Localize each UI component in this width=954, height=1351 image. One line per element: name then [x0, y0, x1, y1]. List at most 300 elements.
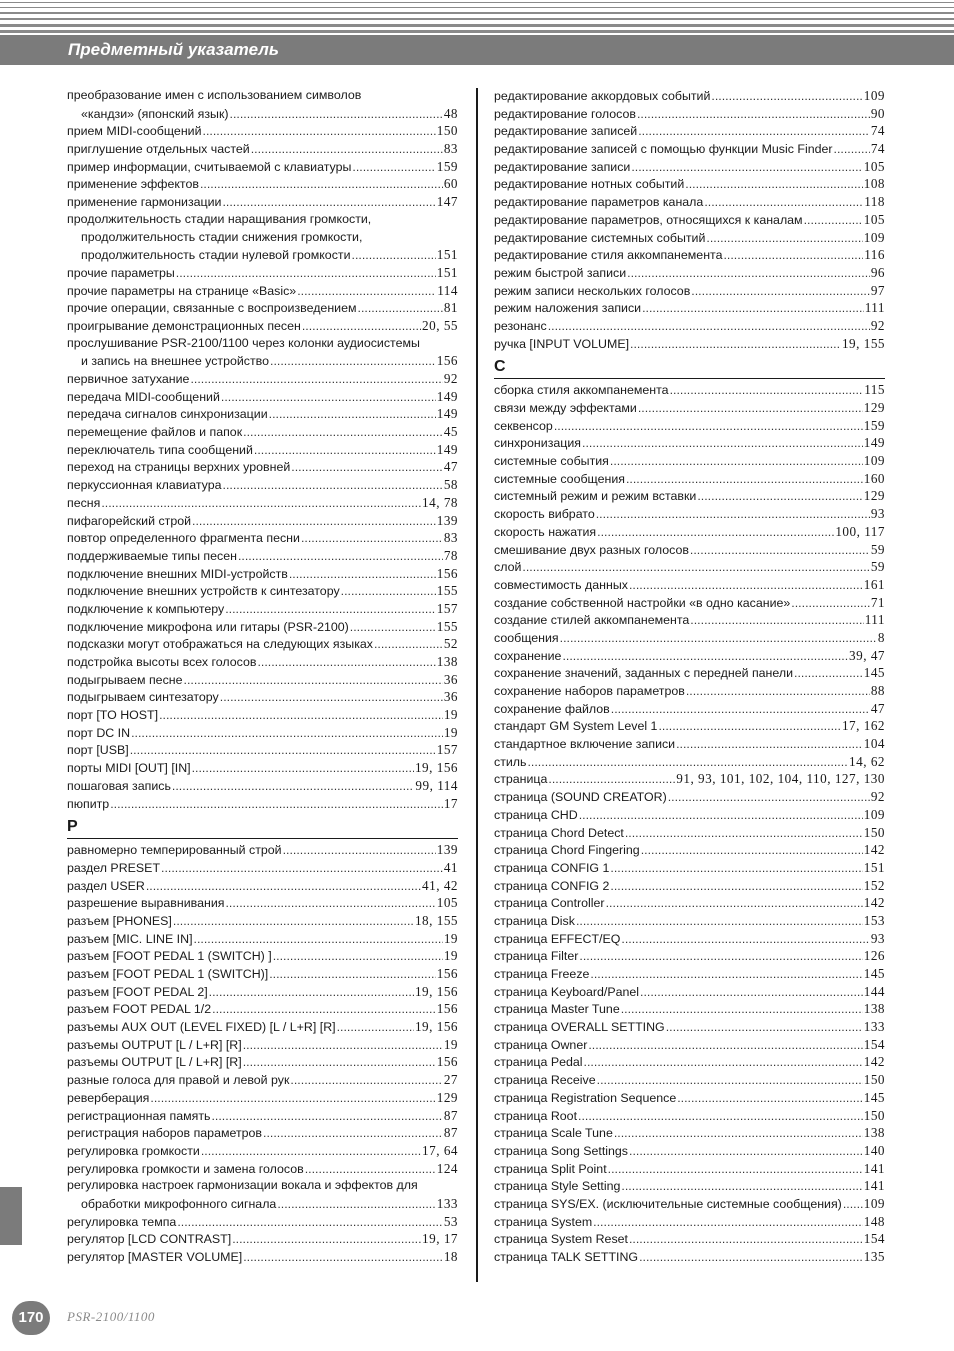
dot-leader: [590, 966, 862, 984]
dot-leader: [254, 442, 436, 460]
index-term: переключатель типа сообщений: [67, 442, 253, 457]
index-entry: [67, 912, 458, 930]
index-entry: [67, 1071, 458, 1089]
index-term: передача сигналов синхронизации: [67, 407, 268, 422]
index-term: регулировка темпа: [67, 1214, 177, 1229]
dot-leader: [548, 318, 870, 336]
page-reference: 45: [443, 424, 458, 440]
index-entry: [67, 582, 458, 600]
dot-leader: [706, 230, 862, 248]
page-reference: 53: [443, 1213, 458, 1229]
index-entry-line: преобразование имен с использованием символов: [67, 88, 362, 102]
page-reference: 150: [863, 1072, 885, 1088]
index-term: подсказки могут отображаться на следующих языках: [67, 637, 373, 652]
page-reference: 108: [863, 176, 885, 192]
page-reference: 17, 64: [422, 1142, 458, 1158]
index-entry: [494, 541, 885, 559]
dot-leader: [597, 1072, 863, 1090]
index-entry: [494, 611, 885, 629]
page-reference: 36: [443, 671, 458, 687]
dot-leader: [232, 1231, 421, 1249]
index-entry: [494, 122, 885, 140]
index-entry: [67, 193, 458, 211]
page-reference: 156: [436, 353, 458, 369]
index-term: обработки микрофонного сигнала: [81, 1196, 277, 1211]
dot-leader: [621, 1178, 862, 1196]
dot-leader: [593, 1214, 863, 1232]
dot-leader: [579, 807, 863, 825]
dot-leader: [629, 577, 863, 595]
page-reference: 111: [864, 300, 885, 316]
dot-leader: [238, 548, 443, 566]
index-term: приглушение отдельных частей: [67, 142, 250, 157]
page-reference: 99, 114: [415, 777, 458, 793]
index-entry: [494, 1230, 885, 1248]
index-term: страница Song Settings: [494, 1143, 628, 1158]
page-reference: 104: [863, 736, 885, 752]
index-term: подыгрываем синтезатору: [67, 690, 219, 705]
dot-leader: [690, 612, 863, 630]
page-reference: 124: [436, 1160, 458, 1176]
index-term: реверберация: [67, 1090, 150, 1105]
dot-leader: [686, 683, 870, 701]
index-entry: [67, 476, 458, 494]
page-reference: 19, 156: [414, 1019, 458, 1035]
index-term: создание стилей аккомпанемента: [494, 613, 690, 628]
index-term: пифагорейский строй: [67, 513, 192, 528]
index-term: страница Owner: [494, 1037, 588, 1052]
index-term: повтор определенного фрагмента песни: [67, 531, 300, 546]
index-term: страница OVERALL SETTING: [494, 1020, 665, 1035]
index-term: страница Registration Sequence: [494, 1090, 677, 1105]
index-term: страница EFFECT/EQ: [494, 931, 621, 946]
page-reference: 47: [870, 700, 885, 716]
dot-leader: [172, 778, 415, 796]
index-term: прочие параметры: [67, 265, 175, 280]
index-term: подключение микрофона или гитары (PSR-2100): [67, 619, 349, 634]
index-entry: [67, 1142, 458, 1160]
index-entry: [494, 682, 885, 700]
index-term: разъем [FOOT PEDAL 2]: [67, 984, 208, 999]
page-reference: 147: [436, 194, 458, 210]
header-stripe: [0, 2, 954, 3]
index-term: сохранение наборов параметров: [494, 684, 685, 698]
page-reference: 149: [436, 441, 458, 457]
dot-leader: [203, 123, 436, 141]
index-entry: [67, 600, 458, 618]
dot-leader: [225, 601, 436, 619]
dot-leader: [611, 701, 870, 719]
index-entry: [494, 1000, 885, 1018]
index-entry: [67, 877, 458, 895]
index-entry: [494, 930, 885, 948]
index-entry: [494, 282, 885, 300]
index-entry: [494, 1213, 885, 1231]
index-entry-line: регулировка настроек гармонизации вокала и эффектов для: [67, 1178, 418, 1193]
index-entry: [494, 788, 885, 806]
page-reference: 159: [436, 158, 458, 174]
index-term: регулировка громкости и замена голосов: [67, 1161, 304, 1176]
dot-leader: [220, 689, 443, 707]
page-reference: 17: [443, 795, 458, 811]
section-tab: [0, 1187, 22, 1245]
index-term: регистрационная память: [67, 1108, 211, 1123]
page-reference: 59: [870, 559, 885, 575]
index-entry: [67, 688, 458, 706]
dot-leader: [582, 435, 863, 453]
index-term: прочие параметры на странице «Basic»: [67, 283, 297, 298]
index-entry: [494, 1124, 885, 1142]
page-reference: 155: [436, 583, 458, 599]
index-entry-line: продолжительность стадии снижения громкости,: [81, 229, 363, 244]
index-entry: [67, 947, 458, 965]
index-entry: [494, 105, 885, 123]
dot-leader: [101, 495, 421, 513]
index-term: сохранение значений, заданных с передней панели: [494, 666, 794, 681]
index-term: применение гармонизации: [67, 195, 222, 210]
dot-leader: [560, 630, 877, 648]
dot-leader: [597, 524, 834, 542]
index-term: режим быстрой записи: [494, 265, 627, 280]
header-stripe: [0, 7, 954, 8]
index-term: сборка стиля аккомпанемента: [494, 383, 669, 398]
dot-leader: [711, 88, 862, 106]
page-reference: 92: [870, 317, 885, 333]
page-reference: 47: [443, 459, 458, 475]
page-reference: 19: [443, 930, 458, 946]
index-entry: [67, 983, 458, 1001]
index-term: страница Chord Fingering: [494, 843, 640, 858]
index-term: разные голоса для правой и левой рук: [67, 1073, 290, 1088]
index-term: скорость нажатия: [494, 524, 597, 539]
dot-leader: [834, 141, 870, 159]
index-term: слой: [494, 560, 522, 575]
index-term: страница Filter: [494, 949, 579, 964]
index-term: редактирование аккордовых событий: [494, 89, 711, 103]
index-term: страница Freeze: [494, 967, 590, 981]
index-entry: [67, 1018, 458, 1036]
index-term: разъемы AUX OUT (LEVEL FIXED) [L / L+R] [R]: [67, 1020, 336, 1035]
index-entry: [494, 335, 885, 353]
page-reference: 152: [863, 877, 885, 893]
index-term: редактирование системных событий: [494, 230, 706, 245]
index-term: редактирование стиля аккомпанемента: [494, 248, 723, 263]
index-entry: [494, 576, 885, 594]
dot-leader: [173, 913, 414, 931]
index-term: перкуссионная клавиатура: [67, 478, 222, 493]
index-entry: [494, 158, 885, 176]
dot-leader: [150, 1090, 435, 1108]
index-term: подключение внешних устройств к синтезатору: [67, 584, 340, 599]
header-stripe: [0, 24, 954, 27]
index-term: прием MIDI-сообщений: [67, 124, 202, 139]
dot-leader: [341, 583, 436, 601]
page-reference: 139: [436, 842, 458, 858]
index-term: страница Receive: [494, 1073, 596, 1088]
index-entry: [67, 894, 458, 912]
page-reference: 157: [436, 600, 458, 616]
page-reference: 156: [436, 1001, 458, 1017]
index-entry: [67, 352, 458, 370]
index-term: пример информации, считываемой с клавиатуры: [67, 159, 352, 174]
dot-leader: [562, 648, 848, 666]
dot-leader: [843, 1196, 863, 1214]
page-reference: 149: [436, 406, 458, 422]
index-entry: [494, 505, 885, 523]
dot-leader: [221, 389, 436, 407]
index-term: разъемы OUTPUT [L / L+R] [R]: [67, 1055, 242, 1070]
dot-leader: [666, 1019, 863, 1037]
page-reference: 129: [436, 1089, 458, 1105]
index-entry: [67, 441, 458, 459]
dot-leader: [804, 212, 863, 230]
index-term: системные сообщения: [494, 471, 625, 486]
index-entry: [67, 175, 458, 193]
dot-leader: [289, 566, 436, 584]
dot-leader: [642, 300, 864, 318]
index-entry: [494, 434, 885, 452]
index-entry: [494, 1177, 885, 1195]
dot-leader: [626, 471, 863, 489]
index-entry: [494, 629, 885, 647]
dot-leader: [184, 672, 443, 690]
index-entry: [494, 735, 885, 753]
dot-leader: [677, 1090, 863, 1108]
index-entry: [67, 1124, 458, 1142]
index-term: подыгрываем песне: [67, 672, 183, 687]
page-reference: 19: [443, 724, 458, 740]
dot-leader: [668, 789, 870, 807]
index-term: стандартное включение записи: [494, 737, 676, 752]
index-term: связи между эффектами: [494, 401, 637, 415]
page-reference: 52: [443, 636, 458, 652]
page-reference: 92: [443, 371, 458, 386]
index-entry: [67, 299, 458, 317]
page-reference: 59: [870, 541, 885, 557]
index-entry: [494, 824, 885, 842]
page-reference: 41, 42: [422, 877, 458, 893]
index-entry: [67, 1053, 458, 1071]
index-term: системный режим и режим вставки: [494, 489, 697, 504]
index-term: страница System: [494, 1214, 593, 1229]
page-reference: 150: [436, 123, 458, 139]
dot-leader: [302, 318, 421, 336]
page-reference: 74: [870, 123, 885, 139]
page-reference: 14, 78: [422, 494, 458, 510]
index-entry: [67, 264, 458, 282]
dot-leader: [297, 283, 436, 301]
page-reference: 58: [443, 477, 458, 493]
dot-leader: [697, 488, 862, 506]
dot-leader: [548, 771, 675, 789]
index-entry: [67, 565, 458, 583]
index-entry: [67, 741, 458, 759]
dot-leader: [596, 506, 870, 524]
index-term: резонанс: [494, 318, 547, 333]
page-reference: 139: [436, 512, 458, 528]
index-entry: [67, 512, 458, 530]
index-term: порт [TO HOST]: [67, 708, 159, 723]
index-entry: [494, 912, 885, 930]
dot-leader: [131, 725, 443, 743]
index-entry: [67, 122, 458, 140]
index-term: разъемы OUTPUT [L / L+R] [R]: [67, 1037, 242, 1052]
index-entry: [494, 193, 885, 211]
index-entry: [494, 965, 885, 983]
dot-leader: [243, 1249, 443, 1267]
page-reference: 156: [436, 1054, 458, 1070]
index-term: страница Root: [494, 1108, 578, 1123]
index-entry: [494, 753, 885, 771]
page-reference: 105: [863, 158, 885, 174]
index-term: системные события: [494, 454, 609, 469]
dot-leader: [337, 1019, 414, 1037]
index-term: скорость вибрато: [494, 507, 595, 522]
page-reference: 87: [443, 1107, 458, 1123]
index-term: пюпитр: [67, 796, 110, 811]
dot-leader: [358, 300, 443, 318]
index-term: создание собственной настройки «в одно касание»: [494, 595, 791, 610]
index-term: смешивание двух разных голосов: [494, 542, 689, 557]
index-entry: [67, 841, 458, 859]
page-reference: 109: [863, 88, 885, 103]
index-entry: [67, 529, 458, 547]
index-entry: [494, 1036, 885, 1054]
page-reference: 88: [870, 683, 885, 698]
index-term: регулировка громкости: [67, 1143, 200, 1158]
dot-leader: [269, 406, 436, 424]
section-letter: С: [494, 358, 506, 376]
index-entry: [67, 105, 458, 123]
index-term: страница Controller: [494, 896, 605, 911]
page-reference: 145: [863, 966, 885, 981]
index-entry: [67, 1000, 458, 1018]
dot-leader: [176, 265, 436, 283]
page-reference: 90: [870, 105, 885, 121]
index-entry: [494, 487, 885, 505]
index-term: страница SYS/EX. (исключительные системные сообщения): [494, 1196, 842, 1211]
page-reference: 109: [863, 229, 885, 245]
dot-leader: [578, 1108, 863, 1126]
index-entry: [494, 806, 885, 824]
page-reference: 19: [443, 707, 458, 723]
index-term: разъем [FOOT PEDAL 1 (SWITCH)]: [67, 967, 269, 981]
dot-leader: [301, 530, 443, 548]
index-entry: [67, 140, 458, 158]
page-reference: 91, 93, 101, 102, 104, 110, 127, 130: [676, 771, 885, 787]
page-reference: 114: [437, 282, 458, 298]
index-term: перемещение файлов и папок: [67, 425, 243, 440]
dot-leader: [627, 265, 870, 283]
dot-leader: [625, 825, 863, 843]
page-reference: 109: [863, 453, 885, 469]
page-reference: 109: [863, 1195, 885, 1211]
dot-leader: [723, 247, 863, 265]
index-term: разъем FOOT PEDAL 1/2: [67, 1002, 212, 1017]
dot-leader: [608, 1161, 863, 1179]
page-reference: 36: [443, 689, 458, 705]
dot-leader: [283, 842, 436, 860]
page-reference: 129: [863, 488, 885, 504]
index-entry: [494, 700, 885, 718]
page-reference: 149: [436, 388, 458, 404]
index-entry: [67, 282, 458, 300]
page-reference: 116: [864, 247, 885, 263]
index-entry: [67, 1248, 458, 1266]
dot-leader: [621, 931, 869, 949]
page-reference: 142: [863, 895, 885, 911]
page-reference: 156: [436, 565, 458, 581]
dot-leader: [374, 636, 443, 654]
index-term: страница System Reset: [494, 1232, 628, 1247]
dot-leader: [631, 159, 862, 177]
page-reference: 151: [436, 247, 458, 263]
dot-leader: [670, 382, 864, 400]
dot-leader: [130, 742, 436, 760]
dot-leader: [606, 895, 863, 913]
index-term: редактирование нотных событий: [494, 177, 685, 192]
index-term: регистрация наборов параметров: [67, 1126, 262, 1141]
dot-leader: [579, 948, 862, 966]
index-entry: [67, 759, 458, 777]
dot-leader: [640, 984, 863, 1002]
index-term: раздел PRESET: [67, 860, 161, 875]
index-entry: [67, 653, 458, 671]
page-reference: 151: [863, 859, 885, 875]
index-entry: [494, 1071, 885, 1089]
index-entry: [494, 717, 885, 735]
index-term: порты MIDI [OUT] [IN]: [67, 761, 191, 776]
page-reference: 111: [864, 612, 885, 628]
dot-leader: [273, 948, 443, 966]
index-column-left: [67, 87, 458, 1266]
index-entry-line: прослушивание PSR-2100/1100 через колонки аудиосистемы: [67, 335, 420, 350]
index-entry: [494, 317, 885, 335]
index-term: страница CHD: [494, 807, 578, 822]
page-reference: 135: [863, 1249, 885, 1264]
page-reference: 109: [863, 806, 885, 822]
dot-leader: [588, 1037, 862, 1055]
page-reference: 19, 17: [422, 1231, 458, 1247]
index-term: страница Split Point: [494, 1161, 607, 1176]
dot-leader: [251, 141, 443, 159]
section-rule: [67, 838, 458, 839]
dot-leader: [637, 106, 870, 124]
index-term: редактирование параметров канала: [494, 195, 704, 210]
page-reference: 138: [863, 1125, 885, 1141]
page-reference: 81: [443, 300, 458, 316]
index-term: редактирование записей: [494, 124, 638, 139]
dot-leader: [110, 796, 443, 814]
page-header: [0, 0, 954, 66]
page-reference: 154: [863, 1231, 885, 1247]
page-reference: 148: [863, 1213, 885, 1229]
index-entry: [67, 724, 458, 742]
dot-leader: [192, 760, 414, 778]
index-entry: [494, 417, 885, 435]
dot-leader: [277, 1196, 435, 1214]
dot-leader: [621, 1001, 863, 1019]
page-reference: 144: [863, 983, 885, 999]
index-entry-line: продолжительность стадии наращивания громкости,: [67, 211, 372, 226]
index-entry: [67, 494, 458, 512]
index-term: и запись на внешнее устройство: [81, 354, 269, 369]
page-reference: 60: [443, 176, 458, 192]
page-reference: 19, 156: [414, 760, 458, 776]
index-term: пошаговая запись: [67, 778, 171, 793]
index-entry: [494, 558, 885, 576]
index-term: страница Disk: [494, 913, 575, 928]
